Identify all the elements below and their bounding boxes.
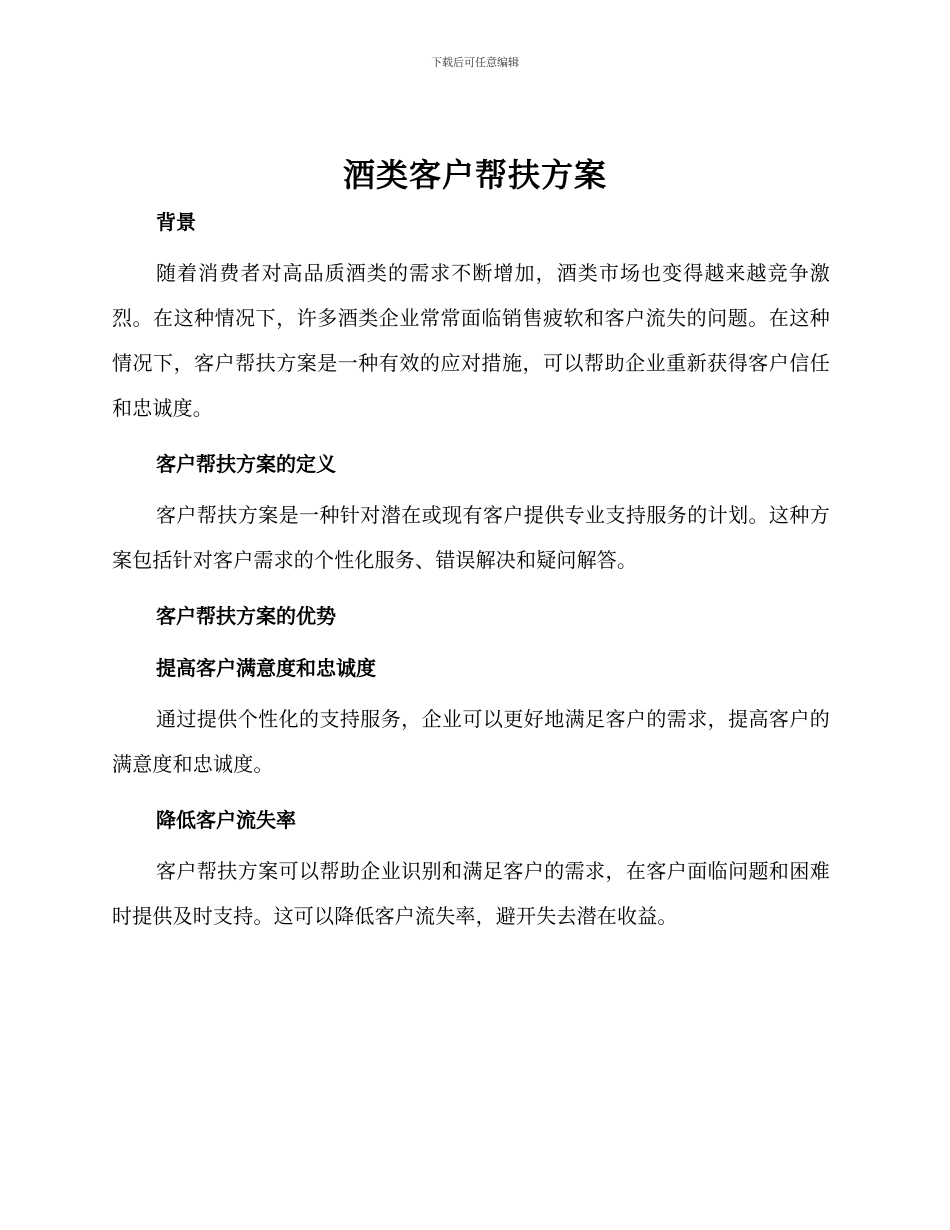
section-paragraph-background: 随着消费者对高品质酒类的需求不断增加，酒类市场也变得越来越竞争激烈。在这种情况下，许多酒类企业常常面临销售疲软和客户流失的问题。在这种情况下，客户帮扶方案是一种有效的应对措施，可以帮助企业重新获得客户信任和忠诚度。 [112,261,830,420]
section-heading-definition: 客户帮扶方案的定义 [156,452,336,476]
section-paragraph-satisfaction: 通过提供个性化的支持服务，企业可以更好地满足客户的需求，提高客户的满意度和忠诚度。 [112,707,830,776]
document-body [112,203,830,939]
section-paragraph-definition: 客户帮扶方案是一种针对潜在或现有客户提供专业支持服务的计划。这种方案包括针对客户需求的个性化服务、错误解决和疑问解答。 [112,503,830,572]
section-heading-churn: 降低客户流失率 [156,808,296,832]
section-heading-advantages: 客户帮扶方案的优势 [156,604,336,628]
document-title: 酒类客户帮扶方案 [342,156,607,194]
section-paragraph-churn: 客户帮扶方案可以帮助企业识别和满足客户的需求，在客户面临问题和困难时提供及时支持。这可以降低客户流失率，避开失去潜在收益。 [112,859,830,928]
section-heading-satisfaction: 提高客户满意度和忠诚度 [156,656,376,680]
header-note: 下载后可任意编辑 [431,56,519,69]
section-heading-background: 背景 [156,210,196,234]
